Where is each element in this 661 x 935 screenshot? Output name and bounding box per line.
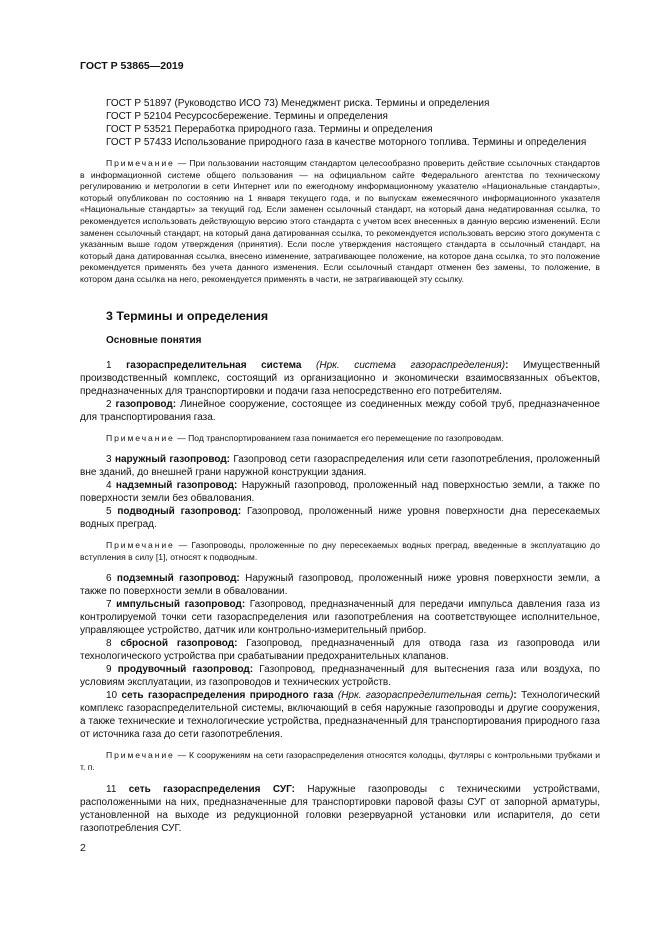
note-label: Примечание bbox=[106, 158, 175, 168]
term-10: 10 сеть газораспределения природного газа (Нрк. газораспределительная сеть): Технологический комплекс газораспределительной системы, включающий в себя наружные газопроводы и другие сооружения, а также технические и технологические устройства, предназначенный для транспортирования природного газа от источника газа до сети газопотребления. bbox=[80, 690, 600, 741]
page-number: 2 bbox=[80, 842, 86, 854]
term-definition: Наружные газопроводы с техническими устройствами, расположенными на них, предназначенные для транспортировки паровой фазы СУГ от запорной арматуры, установленной на выходе из редукционной головки резервуарной установки или испарителя, до сети газопотребления СУГ. bbox=[80, 783, 600, 834]
section-title: 3 Термины и определения bbox=[106, 308, 269, 323]
document-header: ГОСТ Р 53865—2019 bbox=[80, 60, 184, 72]
term-name: подземный газопровод: bbox=[116, 573, 240, 585]
normative-references-list bbox=[80, 97, 600, 149]
term-name: сбросной газопровод: bbox=[120, 638, 238, 650]
term-definition: Газопровод, проложенный ниже уровня поверхности дна пересекаемых водных преград. bbox=[80, 506, 600, 531]
term-name: газопровод: bbox=[115, 398, 177, 410]
term-name: надземный газопровод: bbox=[115, 480, 238, 492]
term-7: 7 импульсный газопровод: Газопровод, предназначенный для передачи импульса давления газа из контролируемой точки сети газораспределения или газопотребления на соответствующее исполнительное, управляющее устройство, датчик или контрольно-измерительный прибор. bbox=[80, 599, 601, 637]
term-5: 5 подводный газопровод: Газопровод, проложенный ниже уровня поверхности дна пересекаемых водных преград. bbox=[80, 506, 600, 531]
note-text: — При пользовании настоящим стандартом целесообразно проверить действие ссылочных стандартов в информационной системе общего пользования — на официальном сайте Федерального агентства по техническому регулированию и метрологии в сети Интернет или по ежегодному информационному указателю «Национальные стандарты», который опубликован по состоянию на 1 января текущего года, и по выпускам ежемесячного информационного указателя «Национальные стандарты» за текущий год. Если заменен ссылочный стандарт, на который дана недатированная ссылка, то рекомендуется использовать действующую версию этого стандарта с учетом всех внесенных в данную версию изменений. Если заменен ссылочный стандарт, на который дана датированная ссылка, то рекомендуется использовать версию этого документа с указанным выше годом утверждения (принятия). Если после утверждения настоящего стандарта в ссылочный стандарт, на который дана датированная ссылка, внесено изменение, затрагивающее положение, на которое дана ссылка, то это положение рекомендуется применять без учета данного изменения. Если ссылочный стандарт отменен без замены, то положение, в котором дана ссылка на него, рекомендуется применять в части, не затрагивающей эту ссылку. bbox=[80, 158, 601, 284]
term-definition: Линейное сооружение, состоящее из соединенных между собой труб, предназначенное для транспортирования газа. bbox=[80, 398, 600, 423]
term-name: продувочный газопровод: bbox=[117, 664, 254, 676]
term-definition: Газопровод, предназначенный для отвода газа из газопровода или технологического устройства при срабатывании предохранительных клапанов. bbox=[80, 638, 600, 663]
term-definition: Наружный газопровод, проложенный ниже уровня поверхности земли, а также по поверхности земли в обваловании. bbox=[80, 573, 601, 598]
note-term-10: Примечание — К сооружениям на сети газораспределения относятся колодцы, футляры с контрольными трубками и т. п. bbox=[80, 750, 600, 772]
term-definition: Газопровод сети газораспределения или сети газопотребления, проложенный вне зданий, до внешней грани наружной конструкции здания. bbox=[80, 454, 601, 479]
term-name: сеть газораспределения СУГ: bbox=[128, 783, 296, 795]
term-2: 2 газопровод: Линейное сооружение, состоящее из соединенных между собой труб, предназначенное для транспортирования газа. bbox=[80, 398, 600, 423]
reference-item: ГОСТ Р 51897 (Руководство ИСО 73) Менеджмент риска. Термины и определения bbox=[106, 98, 490, 109]
term-9: 9 продувочный газопровод: Газопровод, предназначенный для вытеснения газа или воздуха, по условиям эксплуатации, из газопроводов и технических устройств. bbox=[80, 664, 601, 689]
term-definition: Наружный газопровод, проложенный над поверхностью земли, а также по поверхности земли без обвалования. bbox=[80, 480, 600, 505]
note-term-5: Примечание — Газопроводы, проложенные по дну пересекаемых водных преград, введенные в эксплуатацию до вступления в силу [1], относят к подводным. bbox=[80, 540, 600, 562]
term-definition: Имущественный производственный комплекс, состоящий из организационно и экономически взаимосвязанных объектов, предназначенных для транспортировки и подачи газа непосредственно его потребителям. bbox=[80, 359, 600, 397]
term-3: 3 наружный газопровод: Газопровод сети газораспределения или сети газопотребления, проложенный вне зданий, до внешней грани наружной конструкции здания. bbox=[80, 454, 601, 479]
term-6: 6 подземный газопровод: Наружный газопровод, проложенный ниже уровня поверхности земли, а также по поверхности земли в обваловании. bbox=[80, 573, 601, 598]
term-alt: (Нрк. газораспределительная сеть) bbox=[337, 690, 514, 702]
term-8: 8 сбросной газопровод: Газопровод, предназначенный для отвода газа из газопровода или технологического устройства при срабатывании предохранительных клапанов. bbox=[80, 638, 600, 663]
note-references bbox=[80, 158, 600, 286]
term-alt: (Нрк. система газораспределения) bbox=[316, 359, 506, 371]
term-4: 4 надземный газопровод: Наружный газопровод, проложенный над поверхностью земли, а также по поверхности земли без обвалования. bbox=[80, 480, 600, 505]
term-name: подводный газопровод: bbox=[117, 506, 242, 518]
subsection-title: Основные понятия bbox=[106, 334, 202, 346]
reference-item: ГОСТ Р 57433 Использование природного газа в качестве моторного топлива. Термины и определения bbox=[106, 137, 587, 148]
note-term-2: Примечание — Под транспортированием газа понимается его перемещение по газопроводам. bbox=[106, 432, 504, 443]
term-name: газораспределительная система bbox=[126, 359, 302, 371]
term-name: сеть газораспределения природного газа bbox=[121, 690, 334, 702]
term-definition: Газопровод, предназначенный для вытеснения газа или воздуха, по условиям эксплуатации, из газопроводов и технических устройств. bbox=[80, 664, 601, 689]
reference-item: ГОСТ Р 52104 Ресурсосбережение. Термины и определения bbox=[106, 111, 388, 122]
term-name: импульсный газопровод: bbox=[116, 599, 246, 611]
term-definition: Технологический комплекс газораспределительной системы, включающий в себя наружные газопроводы и другие сооружения, а также технические и технологические устройства, предназначенный для транспортирования природного газа от источника газа до сети газопотребления. bbox=[80, 690, 600, 741]
term-definition: Газопровод, предназначенный для передачи импульса давления газа из контролируемой точки сети газораспределения или газопотребления на соответствующее исполнительное, управляющее устройство, датчик или контрольно-измерительный прибор. bbox=[80, 599, 601, 637]
reference-item: ГОСТ Р 53521 Переработка природного газа. Термины и определения bbox=[106, 124, 433, 135]
term-11: 11 сеть газораспределения СУГ: Наружные газопроводы с техническими устройствами, расположенными на них, предназначенные для транспортировки паровой фазы СУГ от запорной арматуры, установленной на выходе из редукционной головки резервуарной установки или испарителя, до сети газопотребления СУГ. bbox=[80, 783, 600, 834]
term-1: 1 газораспределительная система (Нрк. система газораспределения): Имущественный производственный комплекс, состоящий из организационно и экономически взаимосвязанных объектов, предназначенных для транспортировки и подачи газа непосредственно его потребителям. bbox=[80, 359, 600, 397]
term-name: наружный газопровод: bbox=[114, 454, 230, 466]
